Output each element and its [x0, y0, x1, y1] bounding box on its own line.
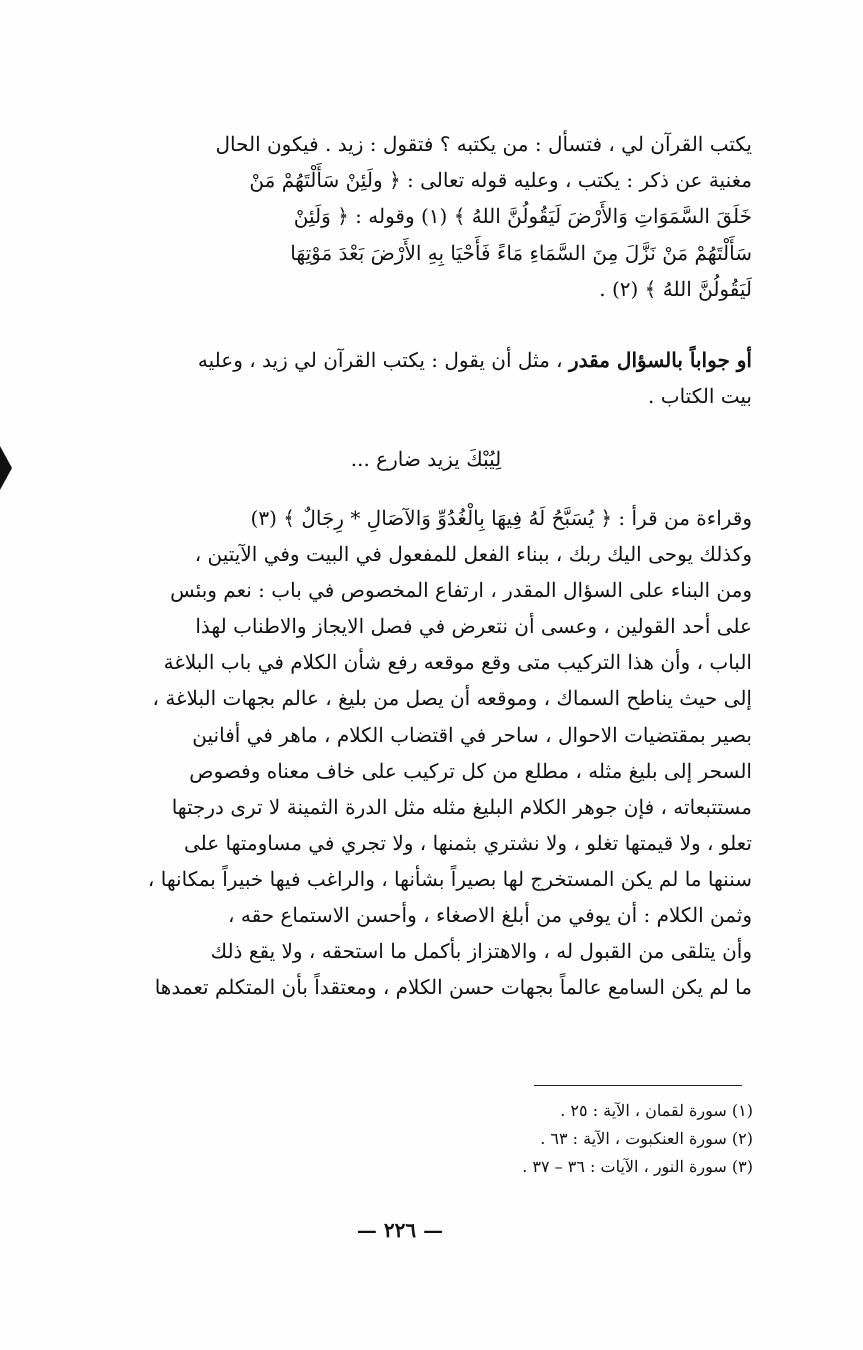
text-line: تعلو ، ولا قيمتها تغلو ، ولا نشتري بثمنها ، ولا تجري في مساومتها على — [183, 830, 752, 855]
text-line: وأن يتلقى من القبول له ، والاهتزاز بأكمل ما استحقه ، ولا يقع ذلك — [210, 939, 752, 964]
text-line: وقراءة من قرأ : ﴿ يُسَبَّحُ لَهُ فِيهَا بِالْغُدُوِّ وَالآصَالِ * رِجَالٌ ﴾ (٣) — [250, 506, 752, 530]
text-line: وثمن الكلام : أن يوفي من أبلغ الاصغاء ، وأحسن الاستماع حقه ، — [228, 903, 752, 928]
text-line: السحر إلى بليغ مثله ، مطلع من كل تركيب على خاف معناه وفصوص — [189, 758, 752, 783]
binding-edge-mark — [0, 446, 12, 490]
bold-lead-phrase: أو جواباً بالسؤال مقدر — [568, 348, 752, 372]
text-line: بصير بمقتضيات الاحوال ، ساحر في اقتضاب الكلام ، ماهر في أفانين — [192, 722, 752, 747]
footnote-3: (٣) سورة النور ، الآيات : ٣٦ – ٣٧ . — [522, 1157, 753, 1176]
footnote-1: (١) سورة لقمان ، الآية : ٢٥ . — [560, 1101, 753, 1120]
footnotes — [353, 1097, 753, 1181]
text-line: مستتبعاته ، فإن جوهر الكلام البليغ مثله مثل الدرة الثمينة لا ترى درجتها — [171, 794, 752, 819]
text-line: بيت الكتاب . — [648, 384, 752, 409]
text-line: مغنية عن ذكر : يكتب ، وعليه قوله تعالى : ﴿ ولَئِنْ سَأَلْتَهُمْ مَنْ — [249, 168, 752, 193]
paragraph-answer-to-question — [100, 342, 752, 414]
footnote-2: (٢) سورة العنكبوت ، الآية : ٦٣ . — [540, 1129, 753, 1148]
text-line — [100, 342, 752, 378]
text-segment: ، مثل أن يقول : يكتب القرآن لي زيد ، وعليه — [197, 348, 569, 372]
text-line: ما لم يكن السامع عالماً بجهات حسن الكلام ، ومعتقداً بأن المتكلم تعمدها — [154, 975, 752, 1000]
text-line: وكذلك يوحى اليك ربك ، ببناء الفعل للمفعول في البيت وفي الآيتين ، — [194, 542, 752, 567]
footnote-separator — [534, 1085, 742, 1086]
text-line: ومن البناء على السؤال المقدر ، ارتفاع المخصوص في باب : نعم وبئس — [170, 578, 752, 603]
paragraph-quran-examples — [100, 126, 752, 307]
paragraph-main-discussion — [100, 500, 752, 1005]
text-line: الباب ، وأن هذا التركيب متى وقع موقعه رفع شأن الكلام في باب البلاغة — [163, 650, 752, 675]
poetry-verse: لِيُبْكَ يزيد ضارع ... — [350, 447, 502, 471]
page-number: — ٢٢٦ — — [356, 1218, 444, 1242]
text-line: إلى حيث يناطح السماك ، وموقعه أن يصل من بليغ ، عالم بجهات البلاغة ، — [152, 686, 752, 711]
text-line: لَيَقُولُنَّ اللهُ ﴾ (٢) . — [599, 276, 752, 301]
text-line: يكتب القرآن لي ، فتسأل : من يكتبه ؟ فتقول : زيد . فيكون الحال — [215, 132, 752, 156]
text-line: سَأَلْتَهُمْ مَنْ نَزَّلَ مِنَ السَّمَاءِ مَاءً فَأَحْيَا بِهِ الأَرْضَ بَعْدَ مَوْتِهَا — [290, 240, 752, 265]
text-line: خَلَقَ السَّمَوَاتِ وَالأَرْضَ لَيَقُولُنَّ اللهُ ﴾ (١) وقوله : ﴿ وَلَئِنْ — [293, 204, 752, 229]
text-line: على أحد القولين ، وعسى أن نتعرض في فصل الايجاز والاطناب لهذا — [195, 614, 752, 639]
text-line: سننها ما لم يكن المستخرج لها بصيراً بشأنها ، والراغب فيها خبيراً بمكانها ، — [147, 866, 752, 891]
